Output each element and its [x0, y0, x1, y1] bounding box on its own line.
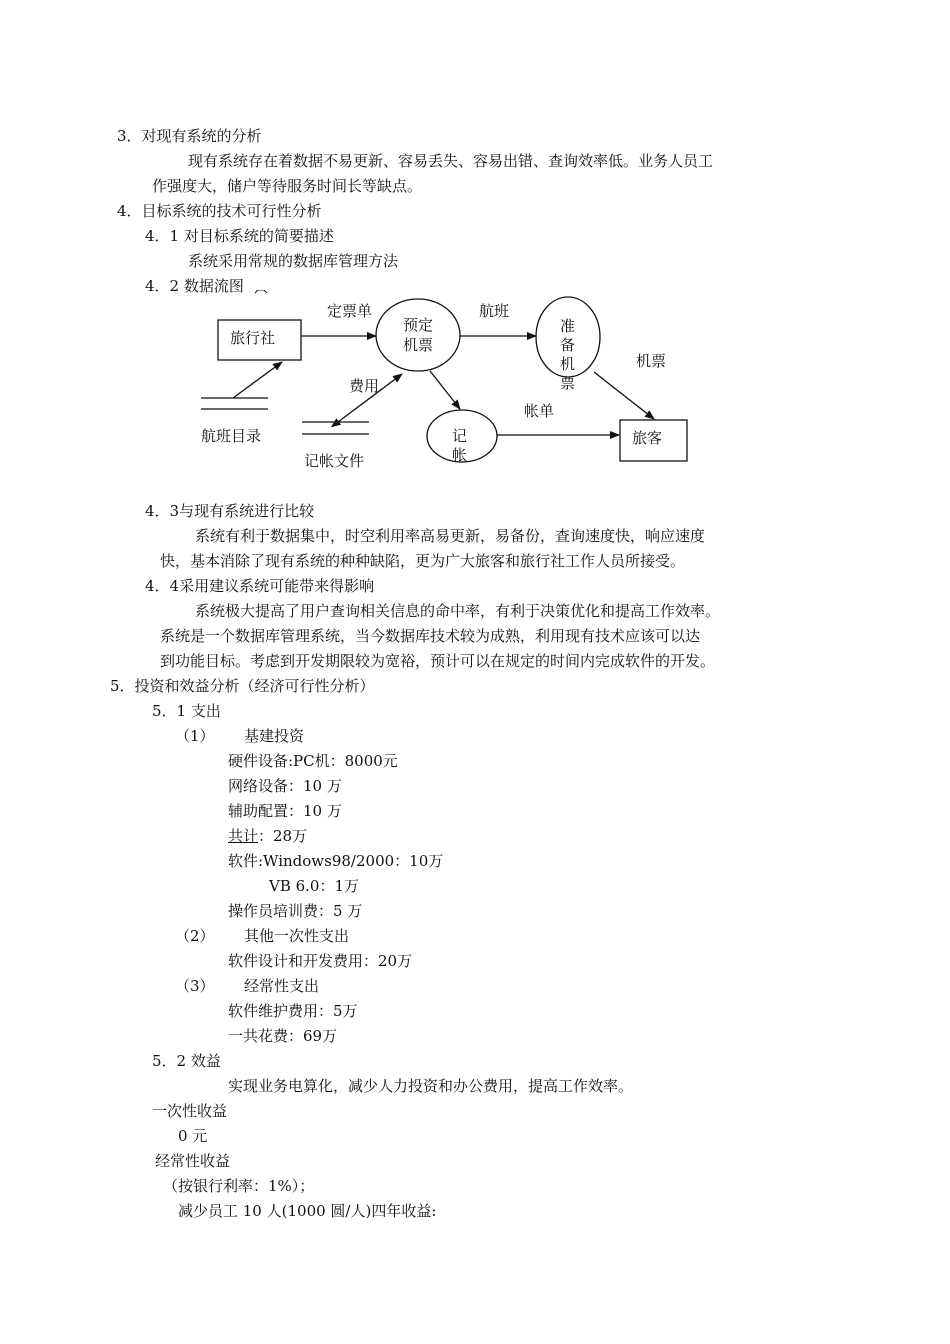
one-time-benefit-label: 一次性收益 [152, 1102, 228, 1120]
expense-network: 网络设备：10 万 [228, 777, 342, 795]
entity-travel-agency-label: 旅行社 [230, 329, 276, 347]
section-4-3-para-line-2: 快，基本消除了现有系统的种种缺陷，更为广大旅客和旅行社工作人员所接受。 [160, 552, 686, 570]
expense-vb: VB 6.0：1万 [269, 877, 360, 895]
section-4-heading: 4．目标系统的技术可行性分析 [117, 202, 322, 220]
section-4-2-heading: 4．2 数据流图 [145, 277, 244, 295]
item-2-number: （2） [175, 927, 215, 945]
flow-arrow-booking-to-accounting [430, 371, 460, 409]
section-3-para-line-2: 作强度大，储户等待服务时间长等缺点。 [152, 177, 423, 195]
item-1-title: 基建投资 [244, 727, 305, 745]
small-mark-icon [255, 290, 267, 293]
entity-travel-agency [218, 320, 301, 360]
item-3-number: （3） [175, 977, 215, 995]
data-flow-diagram [190, 290, 710, 480]
process-prepare-ticket [536, 297, 600, 392]
flow-label-flight: 航班 [479, 302, 510, 320]
flow-label-ticket: 机票 [636, 352, 667, 370]
flow-label-bill: 帐单 [524, 402, 555, 420]
store-flight-catalog-label: 航班目录 [201, 427, 262, 445]
section-5-2-heading: 5．2 效益 [152, 1052, 221, 1070]
expense-auxiliary: 辅助配置：10 万 [228, 802, 342, 820]
item-3-title: 经常性支出 [244, 977, 320, 995]
entity-passenger-label: 旅客 [632, 429, 663, 447]
section-4-4-para-line-1: 系统极大提高了用户查询相关信息的命中率，有利于决策优化和提高工作效率。 [195, 602, 721, 620]
section-5-2-text: 实现业务电算化，减少人力投资和办公费用，提高工作效率。 [228, 1077, 634, 1095]
section-5-1-heading: 5．1 支出 [152, 702, 221, 720]
entity-passenger [620, 420, 687, 461]
process-prepare-label-3: 机 [560, 355, 576, 373]
expense-training: 操作员培训费：5 万 [228, 902, 363, 920]
process-book-ticket [376, 299, 460, 371]
item-2-title: 其他一次性支出 [244, 927, 350, 945]
flow-label-fee: 费用 [349, 377, 380, 395]
store-flight-catalog [201, 398, 268, 445]
section-4-3-para-line-1: 系统有利于数据集中，时空利用率高易更新，易备份，查询速度快，响应速度 [195, 527, 706, 545]
section-4-4-para-line-2: 系统是一个数据库管理系统，当今数据库技术较为成熟，利用现有技术应该可以达 [160, 627, 701, 645]
process-account-label-2: 帐 [452, 446, 468, 464]
process-prepare-label-1: 准 [560, 317, 576, 335]
section-4-4-para-line-3: 到功能目标。考虑到开发期限较为宽裕，预计可以在规定的时间内完成软件的开发。 [160, 652, 716, 670]
section-4-1-text: 系统采用常规的数据库管理方法 [188, 252, 399, 270]
expense-subtotal [228, 826, 307, 846]
store-account-file [302, 422, 369, 470]
subtotal-label: 共计 [228, 827, 259, 845]
regular-benefit-label: 经常性收益 [155, 1152, 231, 1170]
expense-maintenance: 软件维护费用：5万 [228, 1002, 358, 1020]
bank-rate-note: （按银行利率：1%）； [163, 1177, 315, 1195]
section-5-heading: 5．投资和效益分析（经济可行性分析） [110, 677, 375, 695]
one-time-benefit-value: 0 元 [178, 1127, 208, 1145]
item-1-number: （1） [175, 727, 215, 745]
expense-software: 软件:Windows98/2000：10万 [228, 852, 444, 870]
subtotal-value: ：28万 [258, 827, 308, 845]
process-book-label-line-1: 预定 [403, 316, 434, 334]
process-account-label-1: 记 [452, 427, 468, 445]
section-4-1-heading: 4．1 对目标系统的简要描述 [145, 227, 334, 245]
section-3-heading: 3．对现有系统的分析 [117, 127, 262, 145]
expense-total: 一共花费：69万 [228, 1027, 338, 1045]
process-book-label-line-2: 机票 [403, 336, 434, 354]
process-accounting [427, 410, 497, 464]
process-prepare-label-2: 备 [560, 336, 576, 354]
section-3-para-line-1: 现有系统存在着数据不易更新、容易丢失、容易出错、查询效率低。业务人员工 [188, 152, 714, 170]
flow-arrow-catalog-to-agency [233, 362, 282, 398]
process-prepare-label-4: 票 [560, 374, 576, 392]
store-account-file-label: 记帐文件 [304, 452, 365, 470]
section-4-3-heading: 4．3与现有系统进行比较 [145, 502, 315, 520]
flow-arrow-prepare-to-passenger [594, 372, 654, 419]
expense-development: 软件设计和开发费用：20万 [228, 952, 413, 970]
flow-label-order-form: 定票单 [327, 302, 373, 320]
expense-hardware: 硬件设备:PC机：8000元 [228, 752, 398, 770]
staff-reduction-benefit: 减少员工 10 人(1000 圆/人)四年收益: [178, 1202, 437, 1220]
section-4-4-heading: 4．4采用建议系统可能带来得影响 [145, 577, 375, 595]
